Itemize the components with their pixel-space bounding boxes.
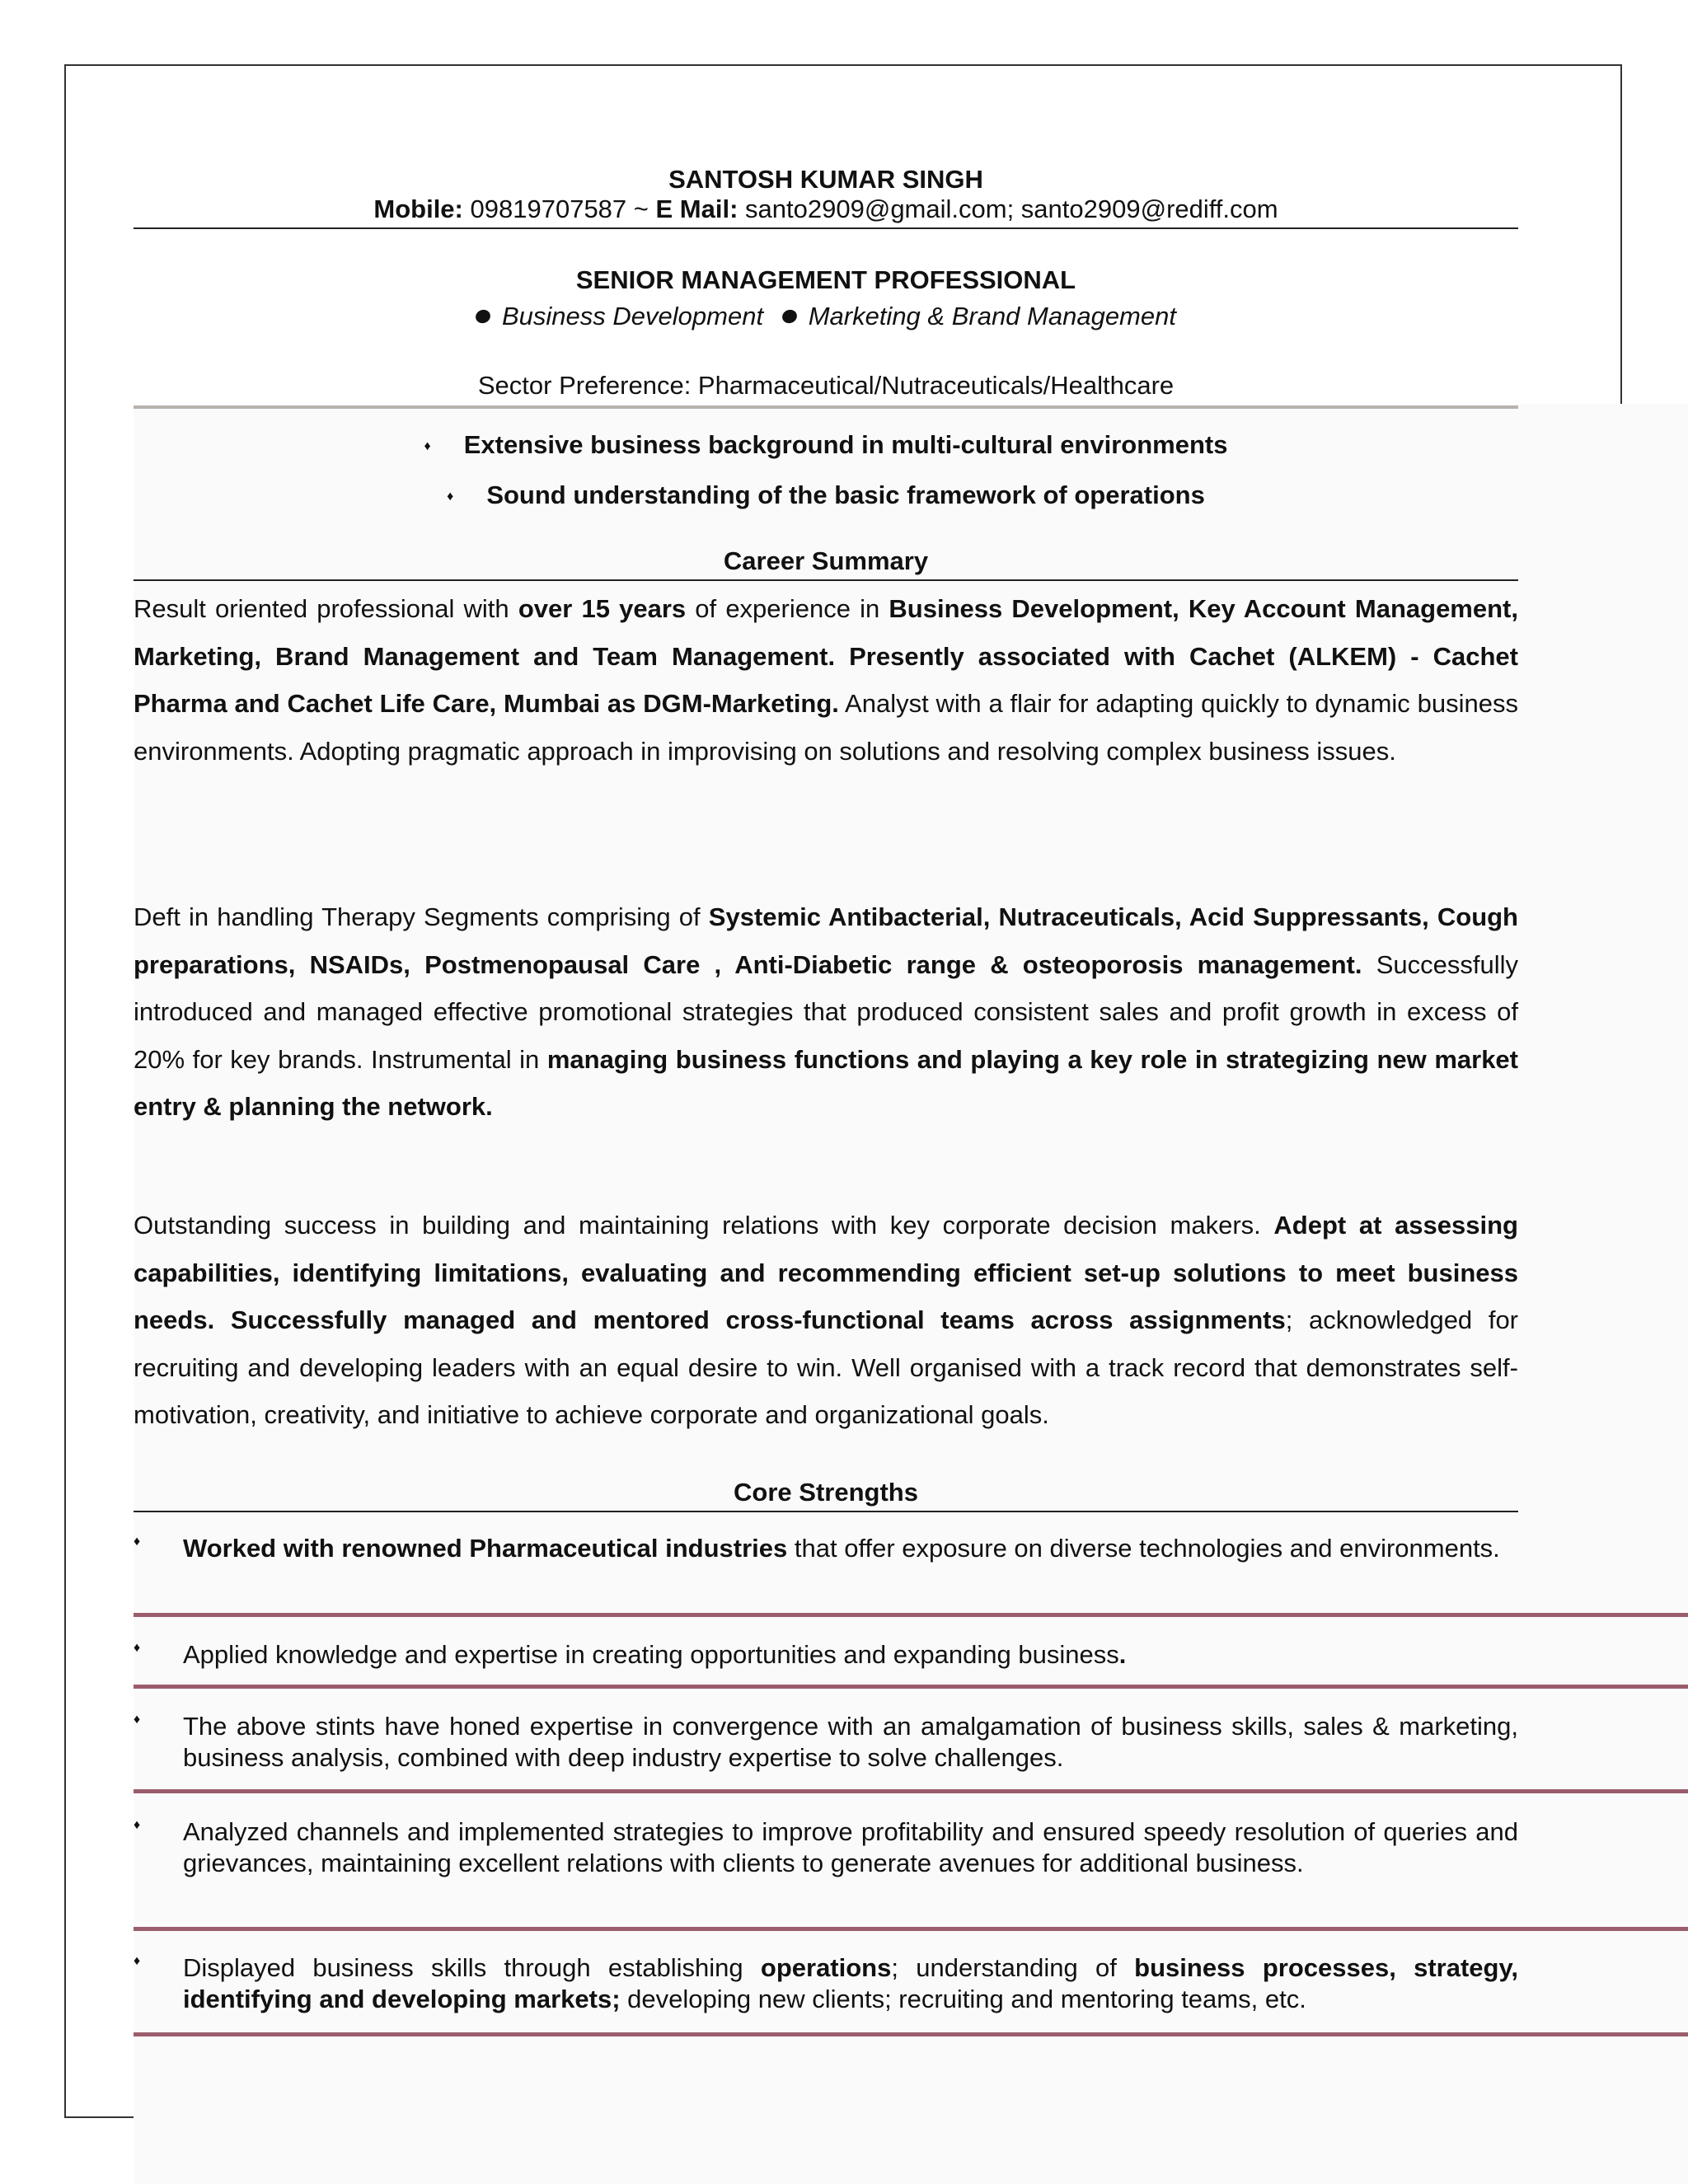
mobile-label: Mobile: bbox=[373, 194, 463, 223]
strength-item bbox=[134, 1816, 1518, 1879]
strength-item bbox=[134, 1952, 1518, 2015]
summary-paragraph-1 bbox=[134, 585, 1518, 775]
strength-divider bbox=[134, 1927, 1688, 1931]
text-run: of experience in bbox=[686, 594, 889, 623]
header-divider bbox=[134, 227, 1518, 229]
diamond-bullet-icon: ♦ bbox=[447, 490, 454, 504]
focus-area: Marketing & Brand Management bbox=[808, 302, 1176, 330]
strength-item bbox=[134, 1533, 1518, 1564]
summary-paragraph-2 bbox=[134, 893, 1518, 1131]
text-run-bold: managing business functions and playing a key role in strategizing new market entry & planning the network. bbox=[134, 1044, 1518, 1121]
sector-preference: Sector Preference: Pharmaceutical/Nutraceuticals/Healthcare bbox=[477, 371, 1175, 400]
summary-paragraph-3 bbox=[134, 1202, 1518, 1439]
focus-areas bbox=[134, 302, 1518, 331]
highlight-text: Sound understanding of the basic framework of operations bbox=[486, 480, 1205, 509]
text-run: The above stints have honed expertise in convergence with an amalgamation of business skills, sales & marketing, business analysis, combined with deep industry expertise to solve challenges. bbox=[183, 1712, 1518, 1772]
strength-divider bbox=[134, 1789, 1688, 1793]
text-run-bold: . bbox=[1118, 1640, 1127, 1669]
strength-text bbox=[183, 1533, 1518, 1564]
diamond-bullet-icon: ♦ bbox=[134, 1535, 141, 1549]
text-run: Displayed business skills through establishing bbox=[183, 1953, 761, 1982]
text-run: that offer exposure on diverse technologies and environments. bbox=[787, 1534, 1500, 1563]
strength-text bbox=[183, 1639, 1518, 1671]
strength-item bbox=[134, 1639, 1518, 1671]
email-addresses: santo2909@gmail.com; santo2909@rediff.com bbox=[745, 194, 1278, 223]
career-summary-divider bbox=[134, 579, 1518, 581]
text-run: Successfully introduced and managed effective promotional strategies that produced consistent sales and profit growth in excess of 20% for key brands. Instrumental in bbox=[134, 949, 1518, 1074]
text-run-bold: Worked with renowned Pharmaceutical industries bbox=[183, 1534, 788, 1563]
highlight-text: Extensive business background in multi-cultural environments bbox=[463, 430, 1228, 459]
strength-text bbox=[183, 1816, 1518, 1879]
focus-area: Business Development bbox=[502, 302, 764, 330]
text-run: ; understanding of bbox=[891, 1953, 1135, 1982]
text-run: Applied knowledge and expertise in creating opportunities and expanding business bbox=[183, 1640, 1119, 1669]
diamond-bullet-icon: ♦ bbox=[134, 1713, 141, 1727]
diamond-bullet-icon: ♦ bbox=[134, 1641, 141, 1655]
profile-divider bbox=[134, 405, 1518, 409]
text-run-bold: Business Development, Key Account Management, Marketing, Brand Management and Team Management. Presently associated with Cachet (ALKEM) - Cachet Pharma and Cachet Life Care, Mumbai as DGM-Marketing. bbox=[134, 594, 1518, 718]
text-run: Deft in handling Therapy Segments comprising of bbox=[134, 902, 709, 931]
strength-text bbox=[183, 1952, 1518, 2015]
email-label: E Mail: bbox=[655, 194, 738, 223]
text-run-bold: operations bbox=[760, 1953, 892, 1982]
bullet-dot-icon bbox=[780, 308, 798, 326]
profile-title: SENIOR MANAGEMENT PROFESSIONAL bbox=[575, 265, 1076, 294]
candidate-name: SANTOSH KUMAR SINGH bbox=[668, 165, 983, 194]
strength-item bbox=[134, 1711, 1518, 1774]
strength-divider bbox=[134, 1613, 1688, 1617]
text-run: ; acknowledged for recruiting and developing leaders with an equal desire to win. Well organised with a track record that demonstrates self-motivation, creativity, and initiative to achieve corporate and organizational goals. bbox=[134, 1305, 1519, 1429]
text-run-bold: over 15 years bbox=[518, 594, 687, 623]
strength-text bbox=[183, 1711, 1518, 1774]
text-run-bold: business processes, strategy, identifying and developing markets; bbox=[183, 1953, 1519, 2013]
highlight-item bbox=[134, 430, 1518, 460]
text-run: Analyzed channels and implemented strategies to improve profitability and ensured speedy resolution of queries and grievances, maintaining excellent relations with clients to generate avenues for additional business. bbox=[183, 1817, 1518, 1877]
strength-divider bbox=[134, 1685, 1688, 1689]
text-run: Outstanding success in building and maintaining relations with key corporate decision makers. bbox=[134, 1211, 1274, 1240]
text-run-bold: Adept at assessing capabilities, identifying limitations, evaluating and recommending efficient set-up solutions to meet business needs. Successfully managed and mentored cross-functional teams across assignments bbox=[134, 1211, 1518, 1334]
strength-divider bbox=[134, 2032, 1688, 2036]
mobile-number: 09819707587 ~ bbox=[470, 194, 649, 223]
core-strengths-heading: Core Strengths bbox=[734, 1478, 918, 1507]
career-summary-heading: Career Summary bbox=[723, 546, 929, 575]
core-strengths-divider bbox=[134, 1511, 1518, 1512]
text-run: developing new clients; recruiting and mentoring teams, etc. bbox=[620, 1985, 1306, 2013]
bullet-dot-icon bbox=[474, 308, 492, 326]
text-run-bold: Systemic Antibacterial, Nutraceuticals, Acid Suppressants, Cough preparations, NSAIDs, Postmenopausal Care , Anti-Diabetic range & osteoporosis management. bbox=[134, 902, 1518, 979]
diamond-bullet-icon: ♦ bbox=[134, 1818, 141, 1832]
highlight-item bbox=[134, 480, 1518, 510]
text-run: Result oriented professional with bbox=[134, 594, 518, 623]
diamond-bullet-icon: ♦ bbox=[424, 439, 431, 453]
contact-line bbox=[134, 194, 1518, 224]
text-run: Analyst with a flair for adapting quickly to dynamic business environments. Adopting pragmatic approach in improvising on solutions and resolving complex business issues. bbox=[134, 689, 1518, 766]
diamond-bullet-icon: ♦ bbox=[134, 1954, 141, 1968]
